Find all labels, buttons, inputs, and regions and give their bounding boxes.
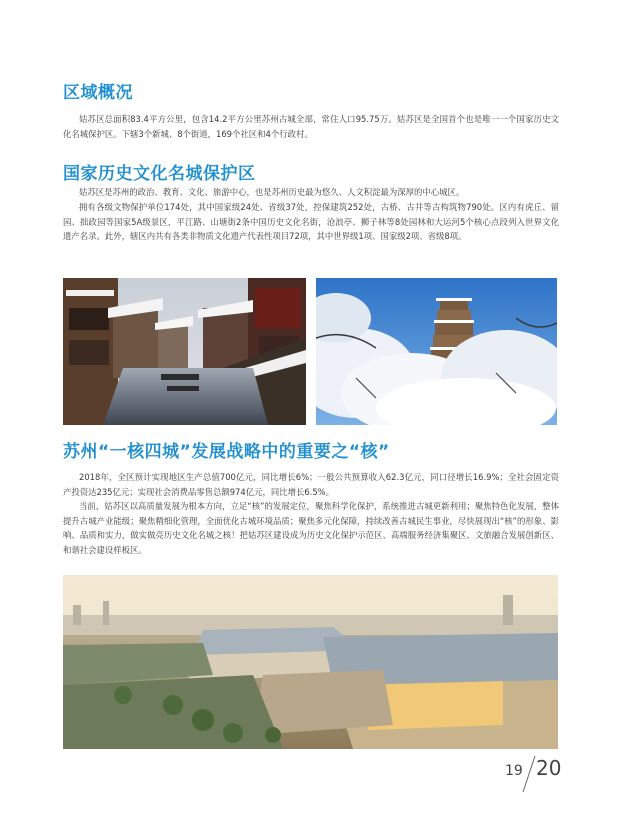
section-title-core-strategy: 苏州“一核四城”发展战略中的重要之“核” <box>63 442 390 462</box>
protection-paragraph-1: 姑苏区是苏州的政治、教育、文化、旅游中心，也是苏州历史最为悠久、人文积淀最为深厚的中心城区。 <box>79 187 465 197</box>
page-number-right: 20 <box>536 756 562 780</box>
canal-town-photo <box>63 278 306 425</box>
section-title-protection-zone: 国家历史文化名城保护区 <box>63 164 256 184</box>
overview-paragraph: 姑苏区总面积83.4平方公里，包含14.2平方公里苏州古城全部，常住人口95.75万。姑苏区是全国首个也是唯一一个国家历史文化名城保护区。下辖3个新城、8个街道，169个社区和4个行政村。 <box>63 114 559 139</box>
section-title-overview: 区域概况 <box>63 83 133 103</box>
development-paragraph: 当前，姑苏区以高质量发展为根本方向，立足“核”的发展定位，聚焦科学化保护，系统推进古城更新利用；聚焦特色化发展，整体提升古城产业能级；聚焦精细化管理，全面优化古城环境品质；聚焦多元化保障，持续改善古城民生事业，尽快展现出“核”的形象、影响、品质和实力，做实做亮历史文化名城之核！把姑苏区建设成为历史文化保护示范区、高端服务经济集聚区、文旅融合发展创新区、和谐社会建设样板区。 <box>63 501 559 555</box>
pagoda-snow-photo <box>316 278 557 425</box>
economy-paragraph: 2018年，全区预计实现地区生产总值700亿元，同比增长6%；一般公共预算收入62.3亿元，同口径增长16.9%；全社会固定资产投资达235亿元；实现社会消费品零售总额974亿元，同比增长6.5%。 <box>63 472 559 497</box>
protection-paragraph-2: 拥有各级文物保护单位174处，其中国家级24处、省级37处，控保建筑252处，古桥、古井等古构筑物790处。区内有虎丘、留园、拙政园等国家5A级景区，平江路、山塘街2条中国历史文化名街，沧浪亭、狮子林等8处园林和大运河5个核心点段列入世界文化遗产名录。此外，辖区内共有各类非物质文化遗产代表性项目72项，其中世界级1项、国家级2项、省级8项。 <box>63 202 559 242</box>
page-number-left: 19 <box>505 763 523 779</box>
station-aerial-photo <box>63 575 558 749</box>
